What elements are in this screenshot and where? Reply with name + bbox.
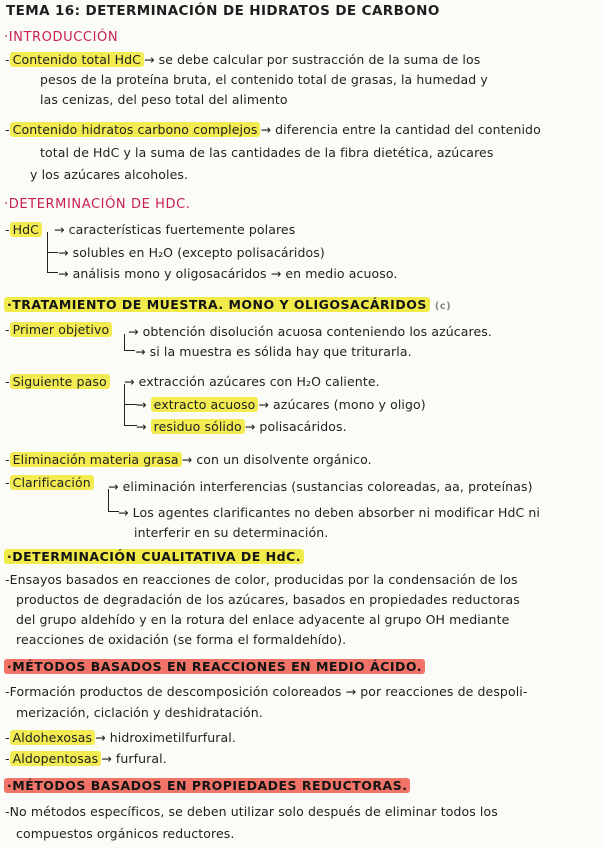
cualitativa-line-1: -Ensayos basados en reacciones de color, producidas por la condensación de los	[5, 572, 518, 587]
hdc-branch-2: → solubles en H₂O (excepto polisacáridos)	[58, 245, 325, 260]
brace-line	[47, 232, 58, 253]
cualitativa-line-4: reacciones de oxidación (se forma el formaldehído).	[16, 632, 347, 647]
page-title: TEMA 16: DETERMINACIÓN DE HIDRATOS DE CARBONO	[6, 3, 440, 19]
siguiente-paso: - Siguiente paso	[5, 374, 110, 390]
intro-item-1-line-2: pesos de la proteína bruta, el contenido total de grasas, la humedad y	[40, 72, 488, 87]
paso-branch-2: → extracto acuoso → azúcares (mono y oligo)	[136, 397, 426, 412]
highlight-key: Contenido total HdC	[10, 52, 144, 67]
hdc-key: - HdC	[5, 222, 42, 238]
aldohexosas: - Aldohexosas → hidroximetilfurfural.	[5, 730, 236, 745]
cualitativa-line-3: del grupo aldehído y en la rotura del enlace adyacente al grupo OH mediante	[16, 612, 510, 627]
objetivo-branch-2: → si la muestra es sólida hay que triturarla.	[135, 344, 412, 359]
intro-item-1: - Contenido total HdC → se debe calcular por sustracción de la suma de los	[5, 52, 481, 67]
reductoras-line-2: compuestos orgánicos reductores.	[16, 826, 235, 841]
section-heading-introduccion: ·INTRODUCCIÓN	[4, 30, 119, 45]
acido-line-2: merización, ciclación y deshidratación.	[16, 705, 263, 720]
section-heading-medio-acido: ·MÉTODOS BASADOS EN REACCIONES EN MEDIO ÁCIDO.	[4, 659, 425, 675]
paso-branch-1: → extracción azúcares con H₂O caliente.	[124, 374, 380, 389]
intro-item-2-line-2: total de HdC y la suma de las cantidades de la fibra dietética, azúcares	[40, 145, 494, 160]
paso-branch-3: → residuo sólido → polisacáridos.	[136, 419, 347, 434]
clarificacion-branch-2-line-2: interferir en su determinación.	[134, 525, 329, 540]
primer-objetivo: - Primer objetivo	[5, 322, 112, 338]
eliminacion-grasa: - Eliminación materia grasa → con un disolvente orgánico.	[5, 452, 372, 467]
clarificacion-branch-1: → eliminación interferencias (sustancias coloreadas, aa, proteínas)	[108, 479, 533, 494]
brace-line	[47, 252, 58, 273]
cualitativa-line-2: productos de degradación de los azúcares, basados en propiedades reductoras	[16, 592, 520, 607]
reductoras-line-1: -No métodos específicos, se deben utilizar solo después de eliminar todos los	[5, 804, 498, 819]
section-heading-cualitativa: ·DETERMINACIÓN CUALITATIVA DE HdC.	[4, 549, 304, 565]
intro-item-2-line-3: y los azúcares alcoholes.	[30, 167, 189, 182]
clarificacion-branch-2: → Los agentes clarificantes no deben absorber ni modificar HdC ni	[118, 505, 541, 520]
clarificacion: - Clarificación	[5, 475, 94, 491]
highlight-key: Contenido hidratos carbono complejos	[10, 122, 261, 137]
intro-item-2: - Contenido hidratos carbono complejos → diferencia entre la cantidad del contenido	[5, 122, 541, 137]
objetivo-branch-1: → obtención disolución acuosa conteniendo los azúcares.	[128, 324, 492, 339]
section-heading-tratamiento: ·TRATAMIENTO DE MUESTRA. MONO Y OLIGOSACÁRIDOS (c)	[4, 297, 451, 315]
acido-line-1: -Formación productos de descomposición coloreados → por reacciones de despoli-	[5, 684, 528, 699]
intro-item-1-line-3: las cenizas, del peso total del alimento	[40, 92, 288, 107]
aldopentosas: - Aldopentosas → furfural.	[5, 751, 167, 766]
section-heading-reductoras: ·MÉTODOS BASADOS EN PROPIEDADES REDUCTORAS.	[4, 778, 410, 794]
brace-line	[124, 334, 135, 351]
hdc-branch-3: → análisis mono y oligosacáridos → en medio acuoso.	[58, 266, 398, 281]
hdc-branch-1: → características fuertemente polares	[54, 222, 296, 237]
section-heading-determinacion: ·DETERMINACIÓN DE HDC.	[4, 197, 191, 212]
